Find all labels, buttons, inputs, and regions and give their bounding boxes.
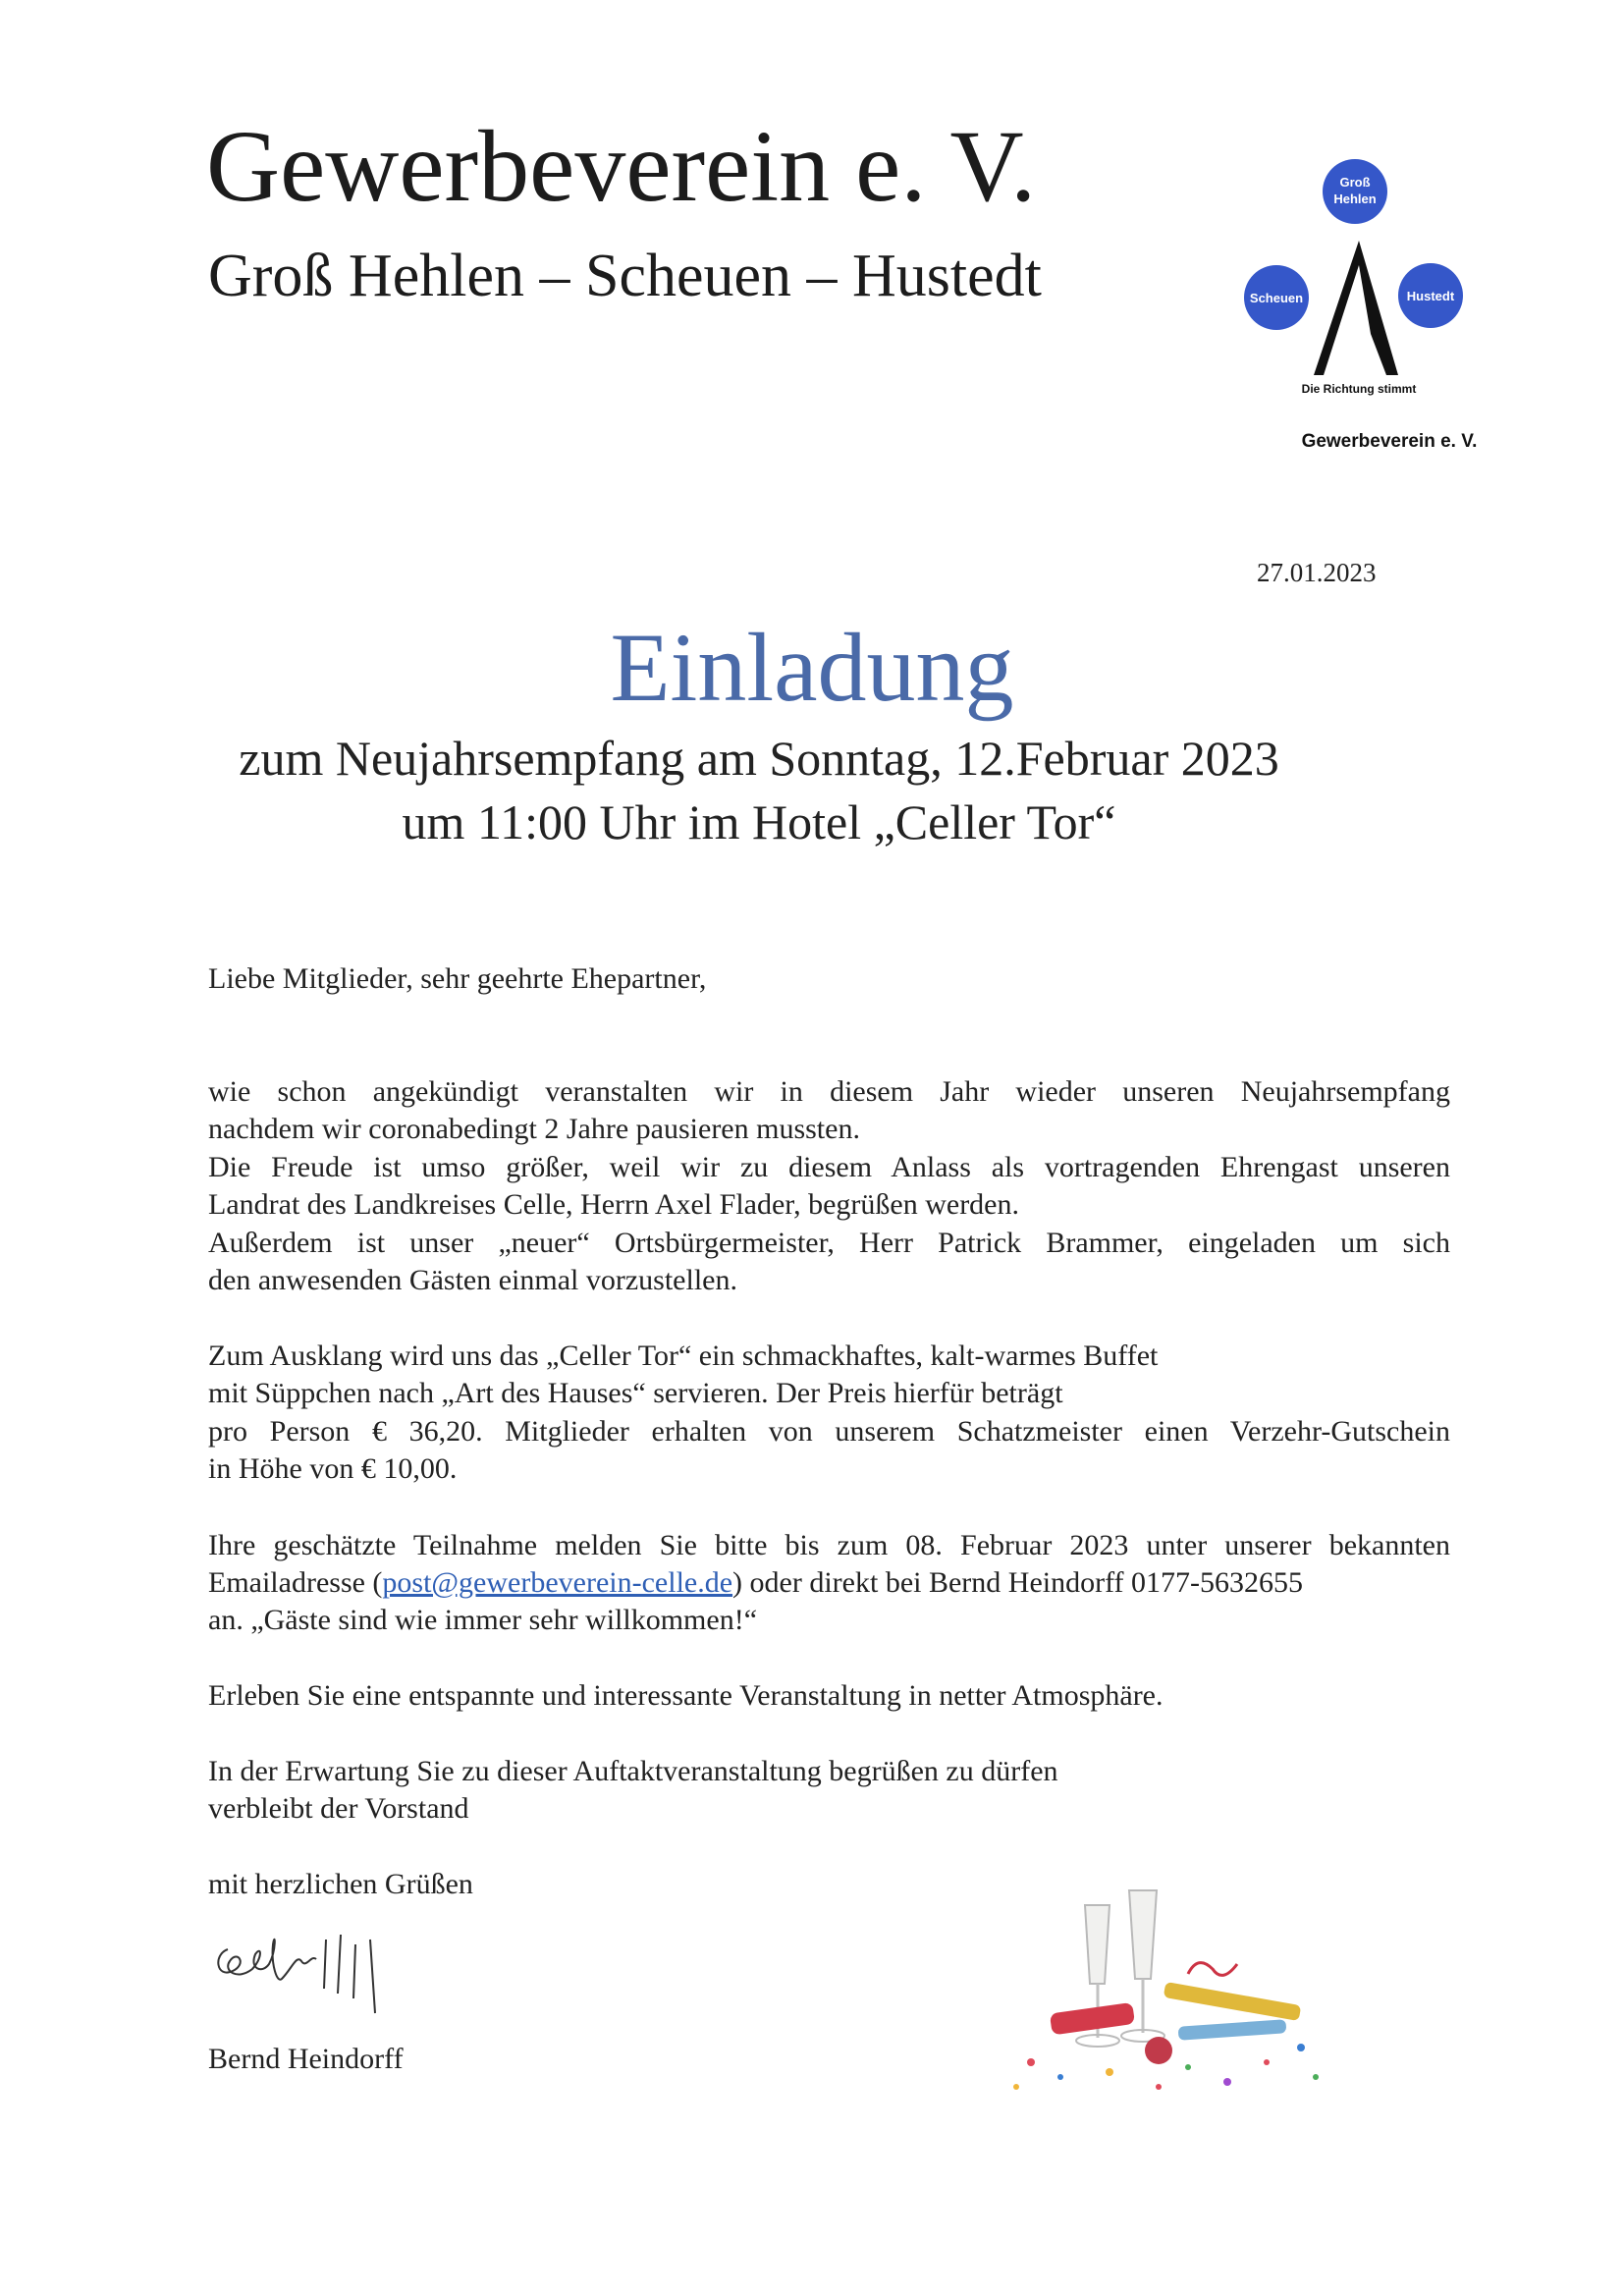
paragraph-1-line-4: Landrat des Landkreises Celle, Herrn Axel Flader, begrüßen werden. bbox=[208, 1188, 1019, 1221]
paragraph-3-line-1: Ihre geschätzte Teilnahme melden Sie bitte bis zum 08. Februar 2023 unter unserer bekannten bbox=[208, 1529, 1450, 1561]
logo-text-hehlen: Hehlen bbox=[1333, 191, 1377, 206]
logo-text-scheuen: Scheuen bbox=[1249, 291, 1304, 305]
invitation-subtitle-line2: um 11:00 Uhr im Hotel „Celler Tor“ bbox=[402, 794, 1116, 849]
paragraph-4: Erleben Sie eine entspannte und interessante Veranstaltung in netter Atmosphäre. bbox=[208, 1679, 1164, 1712]
invitation-subtitle-line1: zum Neujahrsempfang am Sonntag, 12.Februar 2023 bbox=[239, 731, 1279, 786]
signature bbox=[208, 1910, 424, 2018]
signer-name: Bernd Heindorff bbox=[208, 2043, 404, 2075]
paragraph-5-line-1: In der Erwartung Sie zu dieser Auftaktveranstaltung begrüßen zu dürfen bbox=[208, 1755, 1058, 1787]
paragraph-2-line-3: pro Person € 36,20. Mitglieder erhalten von unserem Schatzmeister einen Verzehr-Gutschein bbox=[208, 1415, 1450, 1448]
logo-arrow-icon bbox=[1314, 241, 1398, 375]
paragraph-2-line-2: mit Süppchen nach „Art des Hauses“ servieren. Der Preis hierfür beträgt bbox=[208, 1377, 1063, 1409]
closing: mit herzlichen Grüßen bbox=[208, 1868, 473, 1900]
email-label: Emailadresse ( bbox=[208, 1566, 383, 1599]
logo-motto: Die Richtung stimmt bbox=[1301, 382, 1417, 396]
letter-date: 27.01.2023 bbox=[1257, 558, 1377, 587]
paragraph-1-line-3: Die Freude ist umso größer, weil wir zu diesem Anlass als vortragenden Ehrengast unseren bbox=[208, 1151, 1450, 1183]
greeting: Liebe Mitglieder, sehr geehrte Ehepartner, bbox=[208, 962, 707, 995]
paragraph-1-line-2: nachdem wir coronabedingt 2 Jahre pausieren mussten. bbox=[208, 1113, 860, 1145]
org-subtitle: Groß Hehlen – Scheuen – Hustedt bbox=[208, 243, 1042, 309]
org-title: Gewerbeverein e. V. bbox=[206, 110, 1037, 223]
paragraph-1-line-5: Außerdem ist unser „neuer“ Ortsbürgermeister, Herr Patrick Brammer, eingeladen um sich bbox=[208, 1227, 1450, 1259]
logo-text-hustedt: Hustedt bbox=[1406, 289, 1455, 303]
logo-name: Gewerbeverein e. V. bbox=[1301, 431, 1478, 452]
paragraph-1-line-6: den anwesenden Gästen einmal vorzustellen. bbox=[208, 1264, 737, 1296]
paragraph-1-line-1: wie schon angekündigt veranstalten wir in diesem Jahr wieder unseren Neujahrsempfang bbox=[208, 1075, 1450, 1108]
logo-text-gross: Groß bbox=[1339, 175, 1371, 190]
contact-text: ) oder direkt bei Bernd Heindorff 0177-5632655 bbox=[732, 1566, 1304, 1599]
paragraph-3-line-2 bbox=[208, 1564, 1450, 1602]
party-decoration-image bbox=[992, 1876, 1345, 2102]
paragraph-5-line-2: verbleibt der Vorstand bbox=[208, 1792, 469, 1825]
paragraph-3-line-3: an. „Gäste sind wie immer sehr willkommen!“ bbox=[208, 1604, 758, 1636]
invitation-heading: Einladung bbox=[610, 613, 1014, 722]
paragraph-2-line-4: in Höhe von € 10,00. bbox=[208, 1452, 458, 1485]
email-link[interactable]: post@gewerbeverein-celle.de bbox=[382, 1566, 733, 1599]
paragraph-2-line-1: Zum Ausklang wird uns das „Celler Tor“ ein schmackhaftes, kalt-warmes Buffet bbox=[208, 1339, 1159, 1372]
association-logo bbox=[1218, 147, 1512, 462]
